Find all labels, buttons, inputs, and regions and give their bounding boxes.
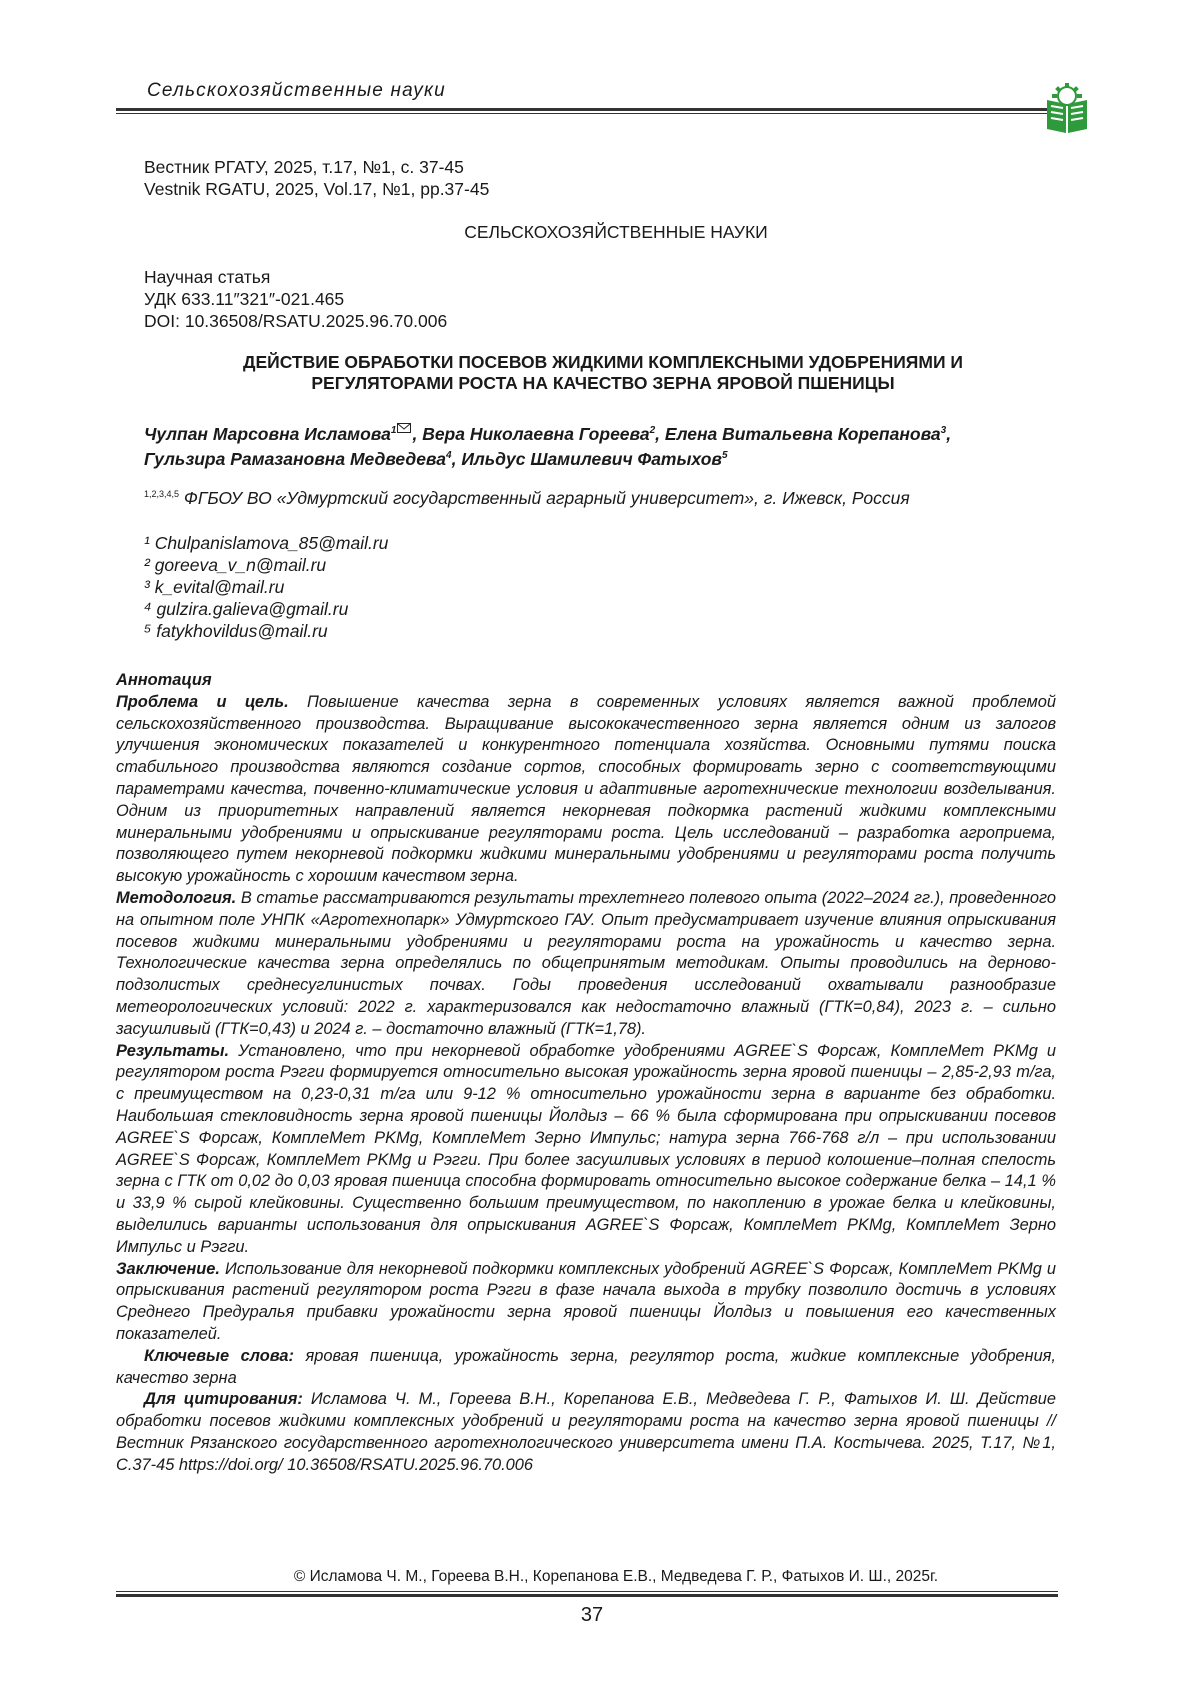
author-sep: , bbox=[655, 423, 665, 444]
author-sup: 2 bbox=[649, 425, 656, 436]
page-number: 37 bbox=[580, 1604, 604, 1626]
article-type: Научная статья bbox=[144, 267, 271, 287]
author-list bbox=[144, 420, 1084, 470]
abstract bbox=[116, 670, 1056, 1476]
conclusion-label: Заключение. bbox=[116, 1259, 220, 1278]
journal-logo-icon bbox=[1044, 82, 1090, 134]
header-rule-thick bbox=[116, 108, 1058, 111]
section-heading: СЕЛЬСКОХОЗЯЙСТВЕННЫЕ НАУКИ bbox=[464, 222, 768, 242]
email-list bbox=[144, 532, 388, 642]
article-title bbox=[120, 352, 1086, 394]
journal-ref-en: Vestnik RGATU, 2025, Vol.17, №1, pp.37-45 bbox=[144, 179, 490, 199]
article-title-line1: ДЕЙСТВИЕ ОБРАБОТКИ ПОСЕВОВ ЖИДКИМИ КОМПЛЕКСНЫМИ УДОБРЕНИЯМИ И bbox=[243, 352, 963, 372]
doi: DOI: 10.36508/RSATU.2025.96.70.006 bbox=[144, 311, 448, 331]
method-text: В статье рассматриваются результаты трехлетнего полевого опыта (2022–2024 гг.), проведенного на опытном поле УНПК «Агротехнопарк» Удмуртского ГАУ. Опыт предусматривает изучение влияния опрыскивания посевов жидкими минеральными удобрениями и регуляторами роста на урожайность и качество зерна. Технологические качества зерна определялись по общепринятым методикам. Опыты проводились на дерново-подзолистых среднесуглинистых почвах. Годы проведения исследований охватывали разнообразие метеорологических условий: 2022 г. характеризовался как недостаточно влажный (ГТК=0,84), 2023 г. – сильно засушливый (ГТК=0,43) и 2024 г. – достаточно влажный (ГТК=1,78). bbox=[116, 888, 1056, 1038]
copyright-line: © Исламова Ч. М., Гореева В.Н., Корепанова Е.В., Медведева Г. Р., Фатыхов И. Ш., 2025г. bbox=[293, 1568, 939, 1585]
footer-rule-thin bbox=[116, 1591, 1058, 1592]
author-sup: 1 bbox=[390, 425, 397, 436]
author-sup: 3 bbox=[940, 425, 947, 436]
author-email-link[interactable]: ² goreeva_v_n@mail.ru bbox=[144, 555, 327, 575]
author-sep: , bbox=[946, 423, 952, 444]
article-title-line2: РЕГУЛЯТОРАМИ РОСТА НА КАЧЕСТВО ЗЕРНА ЯРОВОЙ ПШЕНИЦЫ bbox=[311, 373, 895, 393]
article-meta bbox=[144, 266, 447, 332]
running-header: Сельскохозяйственные науки bbox=[147, 80, 446, 101]
author-email-link[interactable]: ⁴ gulzira.galieva@gmail.ru bbox=[144, 599, 349, 619]
author-name: Чулпан Марсовна Исламова bbox=[144, 423, 391, 444]
author-email-link[interactable]: ⁵ fatykhovildus@mail.ru bbox=[144, 621, 328, 641]
author-sup: 5 bbox=[722, 449, 728, 461]
results-text: Установлено, что при некорневой обработке удобрениями AGREE`S Форсаж, КомплеМет PKMg и регулятором роста Рэгги формируется относительно высокая урожайность зерна яровой пшеницы – 2,85-2,93 т/га, с преимуществом на 0,23-0,31 т/га или 9-12 % относительно урожайности зерна в варианте без обработки. Наибольшая стекловидность зерна яровой пшеницы Йолдыз – 66 % была сформирована при опрыскивании посевов AGREE`S Форсаж, КомплеМет PKMg, КомплеМет Зерно Импульс; натура зерна 766-768 г/л – при использовании AGREE`S Форсаж, КомплеМет PKMg и Рэгги. При более засушливых условиях в период колошение–полная спелость зерна с ГТК от 0,02 до 0,03 яровая пшеница способна формировать относительно высокое содержание белка – 14,1 % и 33,9 % сырой клейковины. Существенно большим преимуществом, по накоплению в урожае белка и клейковины, выделились варианты использования для опрыскивания AGREE`S Форсаж, КомплеМет PKMg, КомплеМет Зерно Импульс и Рэгги. bbox=[116, 1041, 1056, 1256]
author-name: Ильдус Шамилевич Фатыхов bbox=[461, 448, 722, 469]
problem-label: Проблема и цель. bbox=[116, 692, 289, 711]
udc-code: УДК 633.11″321″-021.465 bbox=[144, 289, 345, 309]
keywords-label: Ключевые слова: bbox=[144, 1346, 294, 1365]
abstract-heading: Аннотация bbox=[116, 671, 212, 689]
citation-text: Исламова Ч. М., Гореева В.Н., Корепанова Е.В., Медведева Г. Р., Фатыхов И. Ш. Действие обработки посевов жидкими комплексных удобрений и регуляторами роста на качество зерна яровой пшеницы // Вестник Рязанского государственного агротехнологического университета имени П.А. Костычева. 2025, Т.17, №1, С.37-45 https://doi.org/ 10.36508/RSATU.2025.96.70.006 bbox=[116, 1390, 1056, 1474]
conclusion-text: Использование для некорневой подкормки комплексных удобрений AGREE`S Форсаж, КомплеМет PKMg и опрыскивания растений регулятором роста Рэгги в фазе начала выхода в трубку позволило достичь в условиях Среднего Предуралья прибавки урожайности зерна яровой пшеницы Йолдыз и повышения его качественных показателей. bbox=[116, 1259, 1056, 1343]
method-label: Методология. bbox=[116, 888, 237, 907]
keywords-text: яровая пшеница, урожайность зерна, регулятор роста, жидкие комплексные удобрения, качество зерна bbox=[116, 1346, 1056, 1387]
affiliation bbox=[144, 488, 910, 509]
affiliation-text: ФГБОУ ВО «Удмуртский государственный аграрный университет», г. Ижевск, Россия bbox=[183, 488, 910, 508]
author-sep: , bbox=[451, 448, 462, 469]
footer-rule-thick bbox=[116, 1594, 1058, 1597]
author-name: Вера Николаевна Гореева bbox=[422, 423, 650, 444]
journal-ref-ru: Вестник РГАТУ, 2025, т.17, №1, с. 37-45 bbox=[144, 157, 464, 177]
affiliation-sup: 1,2,3,4,5 bbox=[144, 489, 180, 500]
author-email-link[interactable]: ³ k_evital@mail.ru bbox=[144, 577, 285, 597]
journal-reference bbox=[144, 156, 489, 200]
author-sup: 4 bbox=[446, 449, 452, 461]
envelope-icon bbox=[397, 423, 411, 433]
results-label: Результаты. bbox=[116, 1041, 230, 1060]
header-rule-thin bbox=[116, 113, 1058, 114]
problem-text: Повышение качества зерна в современных условиях является важной проблемой сельскохозяйственного производства. Выращивание высококачественного зерна является одним из залогов улучшения экономических показателей и конкурентного потенциала хозяйства. Основными путями поиска стабильного производства являются создание сортов, способных формировать зерно с соответствующими параметрами качества, почвенно-климатические условия и адаптивные агротехнические технологии возделывания. Одним из приоритетных направлений является некорневая подкормка растений жидкими комплексными минеральными удобрениями и опрыскивание регуляторами роста. Цель исследований – разработка агроприема, позволяющего путем некорневой подкормки жидкими минеральными удобрениями и регуляторами роста получить высокую урожайность с хорошим качеством зерна. bbox=[116, 692, 1056, 886]
author-sep: , bbox=[412, 423, 423, 444]
author-email-link[interactable]: ¹ Chulpanislamova_85@mail.ru bbox=[144, 533, 389, 553]
author-name: Гульзира Рамазановна Медведева bbox=[144, 448, 447, 469]
citation-label: Для цитирования: bbox=[144, 1390, 303, 1409]
author-name: Елена Витальевна Корепанова bbox=[664, 423, 941, 444]
